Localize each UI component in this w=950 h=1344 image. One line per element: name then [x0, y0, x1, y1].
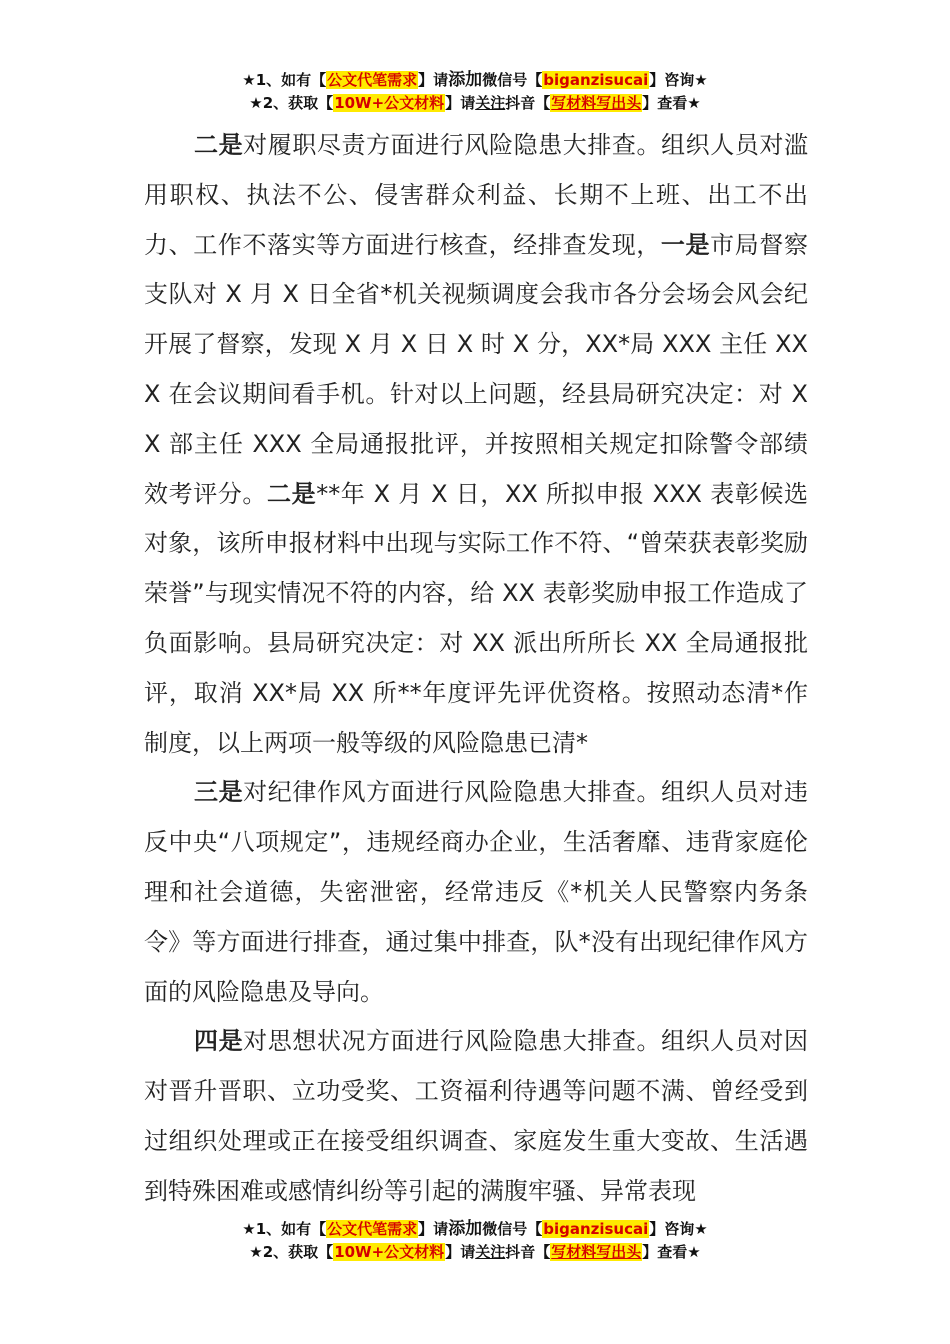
paragraph-lead: 四是: [194, 1027, 244, 1056]
highlight-wechat-id: biganzisucai: [543, 71, 649, 89]
highlight-douyin: 写材料写出头: [551, 1243, 642, 1261]
header-banner: [0, 69, 950, 115]
footer-banner: [0, 1218, 950, 1264]
paragraph-discipline: 三是对纪律作风方面进行风险隐患大排查。组织人员对违反中央“八项规定”，违规经商办企业，生活奢靡、违背家庭伦理和社会道德，失密泄密，经常违反《*机关人民警察内务条令》等方面进行排查，通过集中排查，队*没有出现纪律作风方面的风险隐患及导向。: [144, 778, 809, 1006]
paragraph-lead: 二是: [194, 131, 244, 159]
banner-line-2: ★2、获取【10W+公文材料】请关注抖音【写材料写出头】查看★: [249, 94, 701, 112]
document-body: [144, 121, 808, 1217]
banner-line-1: ★1、如有【公文代笔需求】请添加微信号【biganzisucai】咨询★: [242, 1219, 708, 1239]
highlight-douyin: 写材料写出头: [551, 94, 642, 112]
paragraph-lead: 三是: [194, 778, 244, 807]
highlight-wechat-id: biganzisucai: [543, 1220, 649, 1238]
banner-line-1: ★1、如有【公文代笔需求】请添加微信号【biganzisucai】咨询★: [242, 70, 708, 90]
highlight-service: 公文代笔需求: [327, 1220, 418, 1238]
banner-line-2: ★2、获取【10W+公文材料】请关注抖音【写材料写出头】查看★: [249, 1243, 701, 1261]
paragraph-thought: 四是对思想状况方面进行风险隐患大排查。组织人员对因对晋升晋职、立功受奖、工资福利待遇等问题不满、曾经受到过组织处理或正在接受组织调查、家庭发生重大变故、生活遇到特殊困难或感情纠纷等引起的满腹牢骚、异常表现: [144, 1027, 809, 1205]
highlight-service: 公文代笔需求: [327, 71, 418, 89]
paragraph-duty: 二是对履职尽责方面进行风险隐患大排查。组织人员对滥用职权、执法不公、侵害群众利益、长期不上班、出工不出力、工作不落实等方面进行核查，经排查发现，一是市局督察支队对 X 月 X 日全省*机关视频调度会我市各分会场会风会纪开展了督察，发现 X 月 X 日 X 时 X 分，XX*局 XXX 主任 XXX 在会议期间看手机。针对以上问题，经县局研究决定：对 XX 部主任 XXX 全局通报批评，并按照相关规定扣除警令部绩效考评分。二是**年 X 月 X 日，XX 所拟申报 XXX 表彰候选对象，该所申报材料中出现与实际工作不符、“曾荣获表彰奖励荣誉”与现实情况不符的内容，给 XX 表彰奖励申报工作造成了负面影响。县局研究决定：对 XX 派出所所长 XX 全局通报批评，取消 XX*局 XX 所**年度评先评优资格。按照动态清*作制度，以上两项一般等级的风险隐患已清*: [144, 131, 809, 757]
highlight-materials: 10W+公文材料: [334, 94, 445, 112]
highlight-materials: 10W+公文材料: [334, 1243, 445, 1261]
